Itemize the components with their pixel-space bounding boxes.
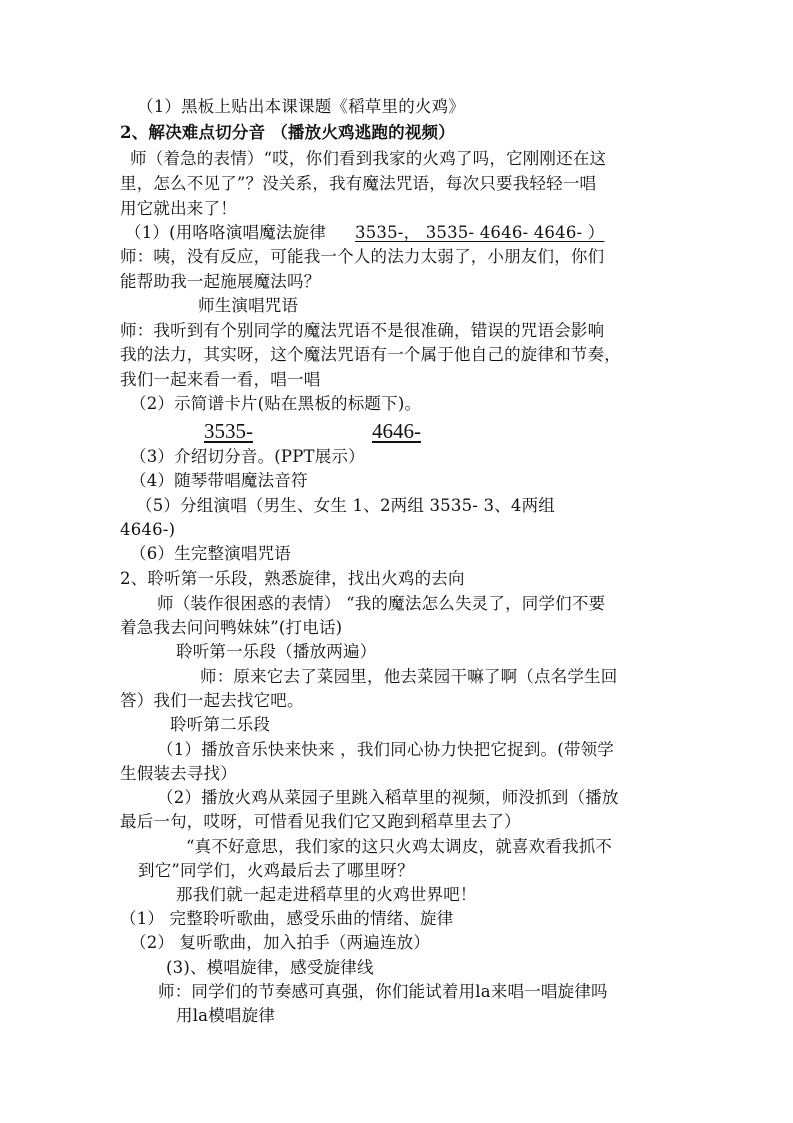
line-15: （4）随琴带唱魔法音符 <box>130 471 308 490</box>
line-30: “真不好意思，我们家的这只火鸡太调皮，就喜欢看我抓不 <box>186 837 613 856</box>
line-28: （2）播放火鸡从菜园子里跳入稻草里的视频，师没抓到（播放 <box>157 788 619 807</box>
line-7: 师：咦，没有反应，可能我一个人的法力太弱了，小朋友们，你们 <box>120 247 605 266</box>
line-8: 能帮助我一起施展魔法吗？ <box>120 272 321 291</box>
line-16: （5）分组演唱（男生、女生 1、2两组 3535- 3、4两组 <box>136 496 555 515</box>
line-34: （2） 复听歌曲，加入拍手（两遍连放） <box>130 933 431 952</box>
line-13: （2）示简谱卡片(贴在黑板的标题下)。 <box>130 394 422 413</box>
line-31: 到它”同学们，火鸡最后去了哪里呀？ <box>138 861 414 880</box>
line-21: 着急我去问问鸭妹妹”(打电话) <box>120 618 343 637</box>
line-14: （3）介绍切分音。(PPT展示） <box>130 447 365 466</box>
line-3: 师（着急的表情）“哎，你们看到我家的火鸡了吗，它刚刚还在这 <box>130 149 607 168</box>
line-9: 师生演唱咒语 <box>198 296 299 315</box>
line-2: 2、解决难点切分音 （播放火鸡逃跑的视频） <box>120 123 455 142</box>
line-17: 4646-) <box>120 520 176 539</box>
line-35: (3)、模唱旋律，感受旋律线 <box>166 958 374 977</box>
line-33: （1） 完整聆听歌曲，感受乐曲的情绪、旋律 <box>120 909 454 928</box>
line-25: 聆听第二乐段 <box>170 715 271 734</box>
line-20: 师（装作很困惑的表情） “我的魔法怎么失灵了，同学们不要 <box>157 594 606 613</box>
line-27: 生假装去寻找） <box>120 764 237 783</box>
notation-card-1: 3535- <box>204 419 253 443</box>
line-29: 最后一句，哎呀，可惜看见我们它又跑到稻草里去了） <box>120 812 521 831</box>
notation-card-2: 4646- <box>372 419 421 443</box>
line-19: 2、聆听第一乐段，熟悉旋律，找出火鸡的去向 <box>120 569 465 588</box>
line-1: （1）黑板上贴出本课课题《稻草里的火鸡》 <box>137 97 465 116</box>
line-26: （1）播放音乐快来快来 ，我们同心协力快把它捉到。(带领学 <box>157 740 614 759</box>
line-23: 师：原来它去了菜园里，他去菜园干嘛了啊（点名学生回 <box>200 667 618 686</box>
line-22: 聆听第一乐段（播放两遍） <box>176 642 377 661</box>
line-18: （6）生完整演唱咒语 <box>130 544 291 563</box>
line-12: 我们一起来看一看，唱一唱 <box>120 370 321 389</box>
line-5: 用它就出来了！ <box>120 199 237 218</box>
line-10: 师：我听到有个别同学的魔法咒语不是很准确，错误的咒语会影响 <box>120 321 605 340</box>
line-37: 用la模唱旋律 <box>176 1006 276 1025</box>
line-6-notation: 3535-， 3535- 4646- 4646- ） <box>355 223 605 242</box>
line-32: 那我们就一起走进稻草里的火鸡世界吧！ <box>176 885 477 904</box>
line-6-label: （1）(用咯咯演唱魔法旋律 <box>125 223 327 242</box>
line-36: 师：同学们的节奏感可真强，你们能试着用la来唱一唱旋律吗 <box>158 982 608 1001</box>
line-24: 答）我们一起去找它吧。 <box>120 691 304 710</box>
line-11: 我的法力，其实呀，这个魔法咒语有一个属于他自己的旋律和节奏， <box>120 345 621 364</box>
line-4: 里，怎么不见了”？没关系，我有魔法咒语，每次只要我轻轻一唱 <box>120 174 597 193</box>
